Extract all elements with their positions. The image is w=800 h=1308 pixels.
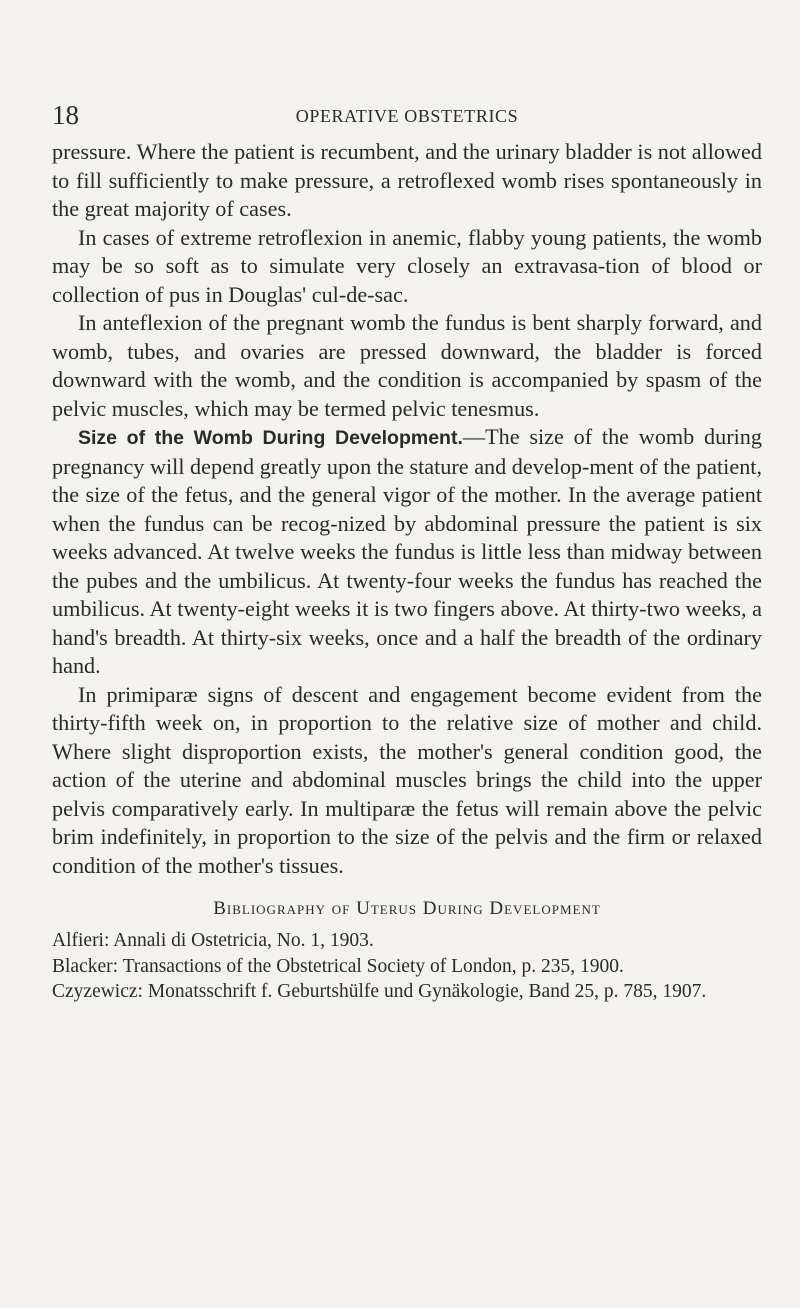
paragraph-pressure: pressure. Where the patient is recumbent, and the urinary bladder is not allowed to fill sufficiently to make pressure, a retroflexed womb rises spontaneously in the great majority of cases.: [52, 139, 762, 221]
bibliography-entry: Alfieri: Annali di Ostetricia, No. 1, 1903.: [52, 930, 374, 951]
section-size-of-womb: [52, 423, 762, 681]
page-number: 18: [52, 100, 79, 130]
bibliography-entry: Czyzewicz: Monatsschrift f. Geburtshülfe und Gynäkologie, Band 25, p. 785, 1907.: [52, 981, 707, 1002]
paragraph-primiparae: In primiparæ signs of descent and engagement become evident from the thirty-fifth week on, in proportion to the relative size of mother and child. Where slight disproportion exists, the mother's general condition good, the action of the uterine and abdominal muscles brings the child into the upper pelvis comparatively early. In multiparæ the fetus will remain above the pelvic brim indefinitely, in proportion to the size of the pelvis and the firm or relaxed condition of the mother's tissues.: [52, 681, 762, 878]
paragraph-anteflexion: In anteflexion of the pregnant womb the fundus is bent sharply forward, and womb, tubes, and ovaries are pressed downward, the bladder is forced downward with the womb, and the condition is accompanied by spasm of the pelvic muscles, which may be termed pelvic tenesmus.: [52, 310, 762, 421]
section-body: —The size of the womb during pregnancy will depend greatly upon the stature and develop-ment of the patient, the size of the fetus, and the general vigor of the mother. In the average patient when the fundus can be recog-nized by abdominal pressure the patient is six weeks advanced. At twelve weeks the fundus is little less than midway between the pubes and the umbilicus. At twenty-four weeks the fundus has reached the umbilicus. At twenty-eight weeks it is two fingers above. At thirty-two weeks, a hand's breadth. At thirty-six weeks, once and a half the breadth of the ordinary hand.: [52, 424, 762, 678]
bibliography-entry: Blacker: Transactions of the Obstetrical Society of London, p. 235, 1900.: [52, 955, 624, 977]
running-title: OPERATIVE OBSTETRICS: [295, 106, 519, 126]
bibliography-list: [52, 928, 762, 1005]
section-heading: Size of the Womb During Development.: [78, 427, 463, 449]
running-head: [52, 100, 762, 130]
paragraph-extreme-retroflexion: In cases of extreme retroflexion in anemic, flabby young patients, the womb may be so soft as to simulate very closely an extravasa-tion of blood or collection of pus in Douglas' cul-de-sac.: [52, 224, 762, 307]
book-page: [52, 100, 762, 1005]
bibliography-heading: Bibliography of Uterus During Development: [213, 898, 601, 919]
